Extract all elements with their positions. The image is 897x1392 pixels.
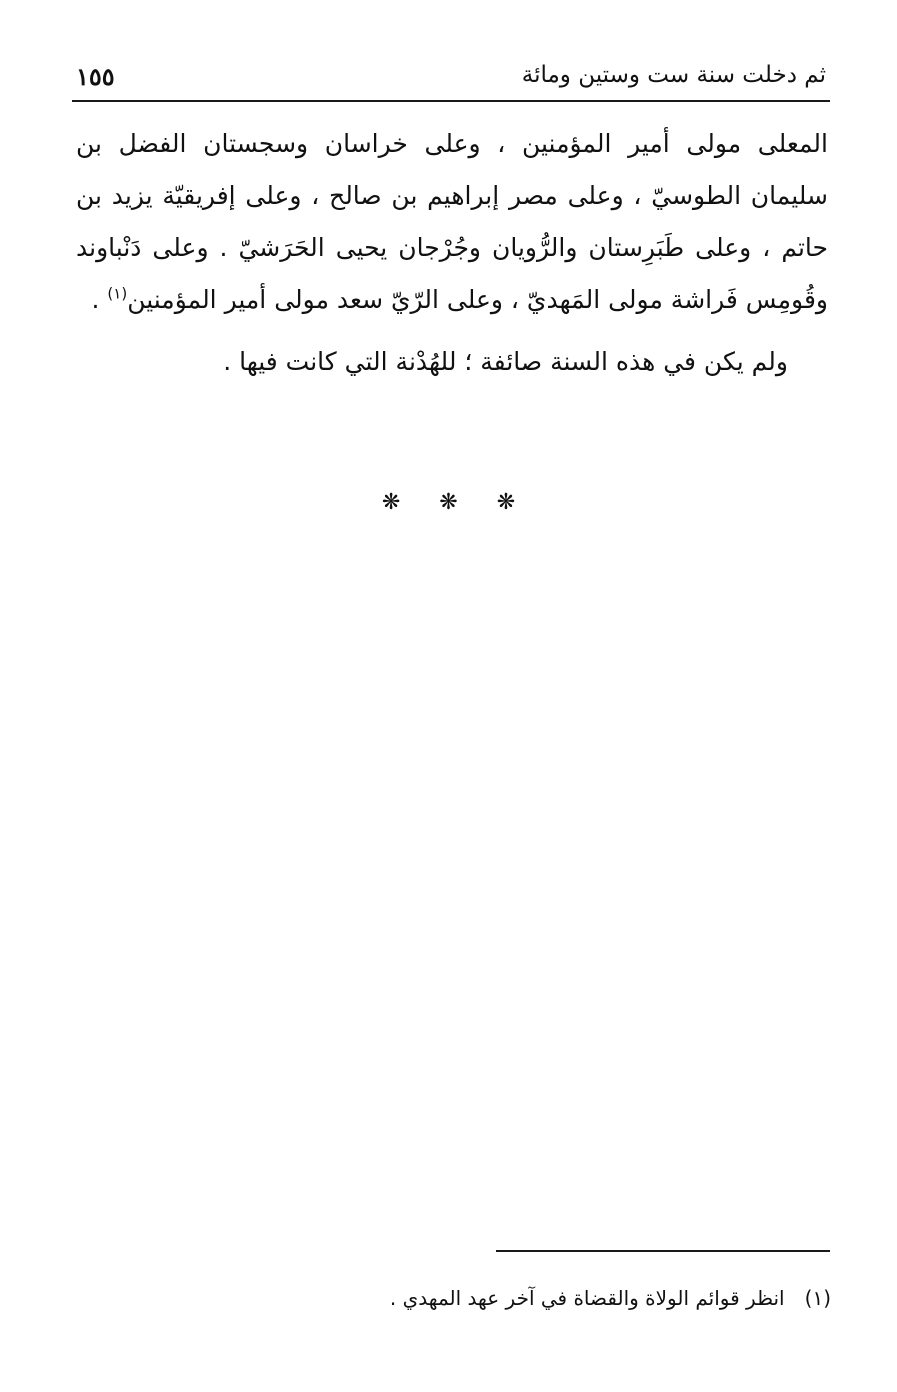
paragraph-1 [76, 118, 828, 326]
footnote-number: (١) [804, 1286, 831, 1310]
asterism-icon: ❋ [439, 490, 458, 515]
asterism-icon: ❋ [381, 490, 401, 515]
header-rule [72, 100, 830, 102]
section-separator [0, 490, 897, 515]
paragraph-2: ولم يكن في هذه السنة صائفة ؛ للهُدْنة التي كانت فيها . [223, 347, 788, 376]
paragraph-1-end: . [91, 285, 108, 314]
footnote-rule [496, 1250, 830, 1252]
paragraph-1-text: المعلى مولى أمير المؤمنين ، وعلى خراسان وسجستان الفضل بن سليمان الطوسيّ ، وعلى مصر إبراهيم بن صالح ، وعلى إفريقيّة يزيد بن حاتم ، وعلى طَبَرِستان والرُّويان وجُرْجان يحيى الحَرَشيّ . وعلى دَنْباوند وقُومِس فَراشة مولى المَهديّ ، وعلى الرّيّ سعد مولى أمير المؤمنين [76, 129, 828, 314]
page-header [72, 60, 832, 100]
running-title: ثم دخلت سنة ست وستين ومائة [521, 62, 826, 88]
main-text [76, 118, 828, 388]
footnote-text: انظر قوائم الولاة والقضاة في آخر عهد المهدي . [389, 1286, 785, 1310]
page-number: ١٥٥ [76, 62, 115, 91]
asterism-icon: ❋ [496, 490, 516, 515]
footnote [390, 1286, 831, 1310]
footnote-marker[interactable]: (١) [107, 284, 128, 303]
